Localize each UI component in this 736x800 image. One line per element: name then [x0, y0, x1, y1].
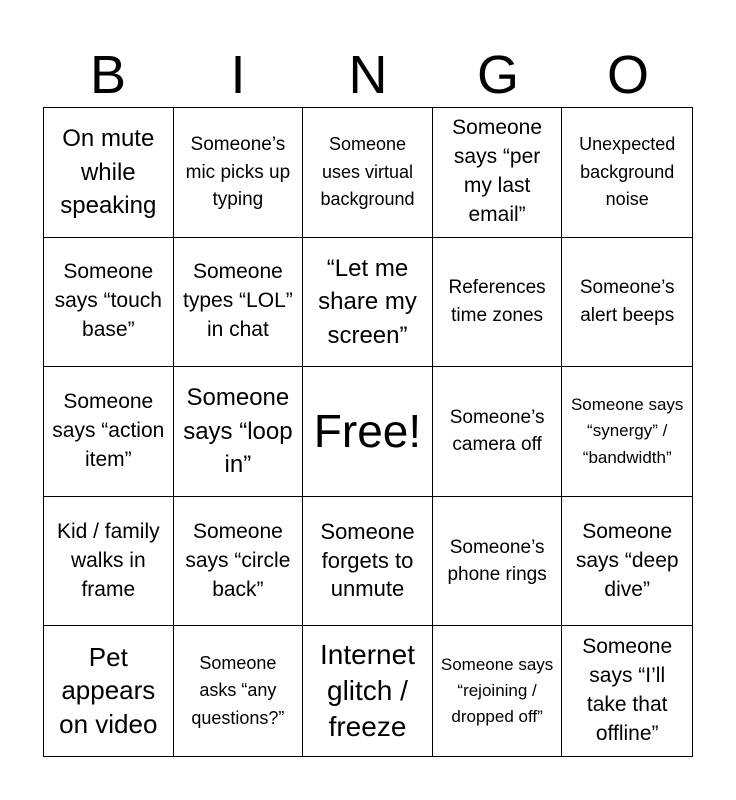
- header-letter-n: N: [348, 45, 388, 105]
- bingo-cell[interactable]: Someone types “LOL” in chat: [174, 238, 304, 368]
- bingo-cell[interactable]: Someone says “action item”: [44, 367, 174, 497]
- bingo-cell[interactable]: Someone says “loop in”: [174, 367, 304, 497]
- bingo-cell[interactable]: Someone says “synergy” / “bandwidth”: [562, 367, 692, 497]
- bingo-cell[interactable]: Someone says “deep dive”: [562, 497, 692, 627]
- bingo-cell[interactable]: Someone’s alert beeps: [562, 238, 692, 368]
- header-letter-g: G: [476, 45, 519, 105]
- bingo-cell[interactable]: Someone says “rejoining / dropped off”: [433, 626, 563, 756]
- bingo-cell[interactable]: Kid / family walks in frame: [44, 497, 174, 627]
- bingo-cell[interactable]: Internet glitch / freeze: [303, 626, 433, 756]
- bingo-cell[interactable]: Someone asks “any questions?”: [174, 626, 304, 756]
- bingo-cell[interactable]: Someone says “per my last email”: [433, 108, 563, 238]
- header-letter-b: B: [89, 45, 127, 105]
- bingo-cell[interactable]: Someone says “circle back”: [174, 497, 304, 627]
- bingo-cell[interactable]: Someone forgets to unmute: [303, 497, 433, 627]
- bingo-card-grid: [43, 107, 693, 757]
- bingo-cell[interactable]: References time zones: [433, 238, 563, 368]
- bingo-cell[interactable]: Someone says “touch base”: [44, 238, 174, 368]
- bingo-cell[interactable]: Pet appears on video: [44, 626, 174, 756]
- bingo-cell[interactable]: Someone’s mic picks up typing: [174, 108, 304, 238]
- bingo-cell[interactable]: Someone’s phone rings: [433, 497, 563, 627]
- bingo-cell[interactable]: Unexpected background noise: [562, 108, 692, 238]
- bingo-cell[interactable]: On mute while speaking: [44, 108, 174, 238]
- bingo-cell[interactable]: Someone says “I’ll take that offline”: [582, 635, 673, 746]
- bingo-cell[interactable]: “Let me share my screen”: [303, 238, 433, 368]
- bingo-cell[interactable]: Someone uses virtual background: [303, 108, 433, 238]
- header-letter-o: O: [606, 45, 649, 105]
- bingo-free-cell[interactable]: Free!: [303, 367, 433, 497]
- bingo-cell[interactable]: Someone’s camera off: [433, 367, 563, 497]
- header-letter-i: I: [230, 45, 246, 105]
- bingo-header: [43, 44, 693, 106]
